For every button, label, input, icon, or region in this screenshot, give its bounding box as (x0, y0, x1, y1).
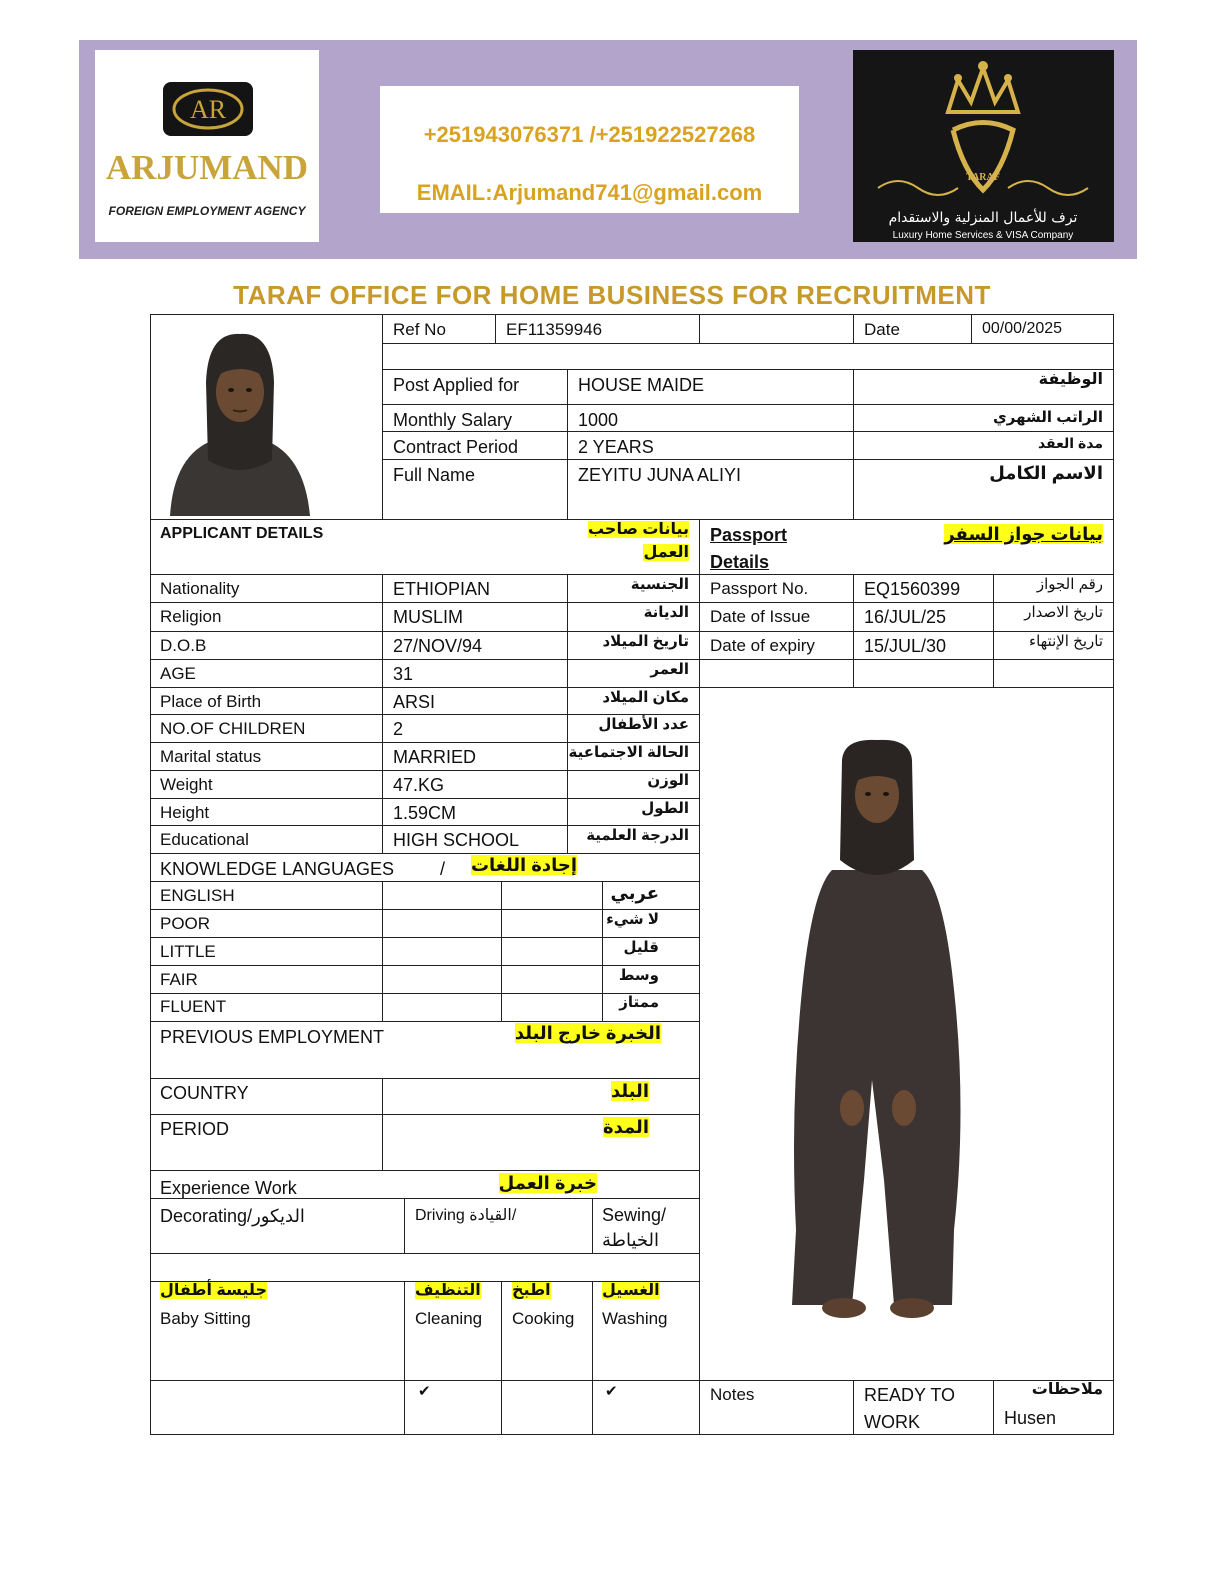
skill-arabic: الغسيل (602, 1282, 660, 1299)
table-rule (382, 459, 1114, 460)
skill-arabic: اطبخ (512, 1282, 551, 1299)
passport-heading-2: Details (710, 552, 770, 572)
applicant-value: MUSLIM (393, 607, 464, 627)
email-address: EMAIL:Arjumand741@gmail.com (416, 180, 763, 205)
table-rule (150, 1170, 700, 1171)
language-arabic: قليل (623, 939, 659, 956)
period-label: PERIOD (160, 1119, 230, 1139)
table-rule (495, 314, 496, 343)
passport-label: Date of Issue (710, 607, 811, 626)
ref-label: Ref No (393, 320, 446, 339)
contract-arabic: مدة العقد (1037, 435, 1103, 451)
svg-text:ترف للأعمال المنزلية والاستقدا: ترف للأعمال المنزلية والاستقدام (888, 210, 1078, 226)
applicant-arabic: الوزن (647, 772, 689, 789)
table-rule (853, 1380, 854, 1434)
phone-numbers: +251943076371 /+251922527268 (423, 122, 756, 147)
passport-value: 16/JUL/25 (864, 607, 947, 627)
post-arabic: الوظيفة (1038, 371, 1103, 388)
passport-value: 15/JUL/30 (864, 636, 947, 656)
table-rule (150, 1114, 700, 1115)
table-rule (382, 314, 383, 519)
language-arabic: وسط (618, 967, 659, 984)
decorating-label: Decorating/الديكور (160, 1206, 305, 1226)
passport-heading-arabic: بيانات جواز السفر (944, 524, 1103, 544)
applicant-value: HIGH SCHOOL (393, 830, 520, 850)
applicant-value: 1.59CM (393, 803, 457, 823)
language-label: POOR (160, 914, 211, 933)
passport-label: Date of expiry (710, 636, 815, 655)
passport-arabic: تاريخ الإنتهاء (1029, 633, 1103, 650)
contract-value: 2 YEARS (578, 437, 654, 457)
employment-heading: PREVIOUS EMPLOYMENT (160, 1027, 385, 1047)
table-rule (853, 369, 854, 519)
notes-value-1: READY TO (864, 1385, 956, 1405)
languages-slash: / (440, 859, 446, 879)
table-rule (150, 770, 700, 771)
applicant-value: ARSI (393, 692, 436, 712)
applicant-arabic: مكان الميلاد (602, 689, 689, 706)
svg-text:AR: AR (189, 95, 227, 124)
table-rule (150, 519, 1114, 520)
applicant-arabic: الطول (641, 800, 689, 817)
crown-icon (948, 61, 1018, 112)
table-rule (700, 659, 1114, 660)
table-rule (150, 798, 700, 799)
table-rule (699, 314, 700, 343)
applicant-arabic: عدد الأطفال (598, 716, 689, 733)
table-rule (150, 1380, 700, 1381)
table-rule (853, 574, 854, 687)
passport-value: EQ1560399 (864, 579, 961, 599)
table-rule (592, 1281, 593, 1434)
contract-label: Contract Period (393, 437, 519, 457)
table-rule (150, 993, 700, 994)
table-rule (853, 314, 854, 343)
applicant-label: Weight (160, 775, 213, 794)
table-rule (602, 881, 603, 1021)
table-rule (382, 431, 1114, 432)
table-rule (382, 369, 1114, 370)
skill-label: Cleaning (415, 1309, 483, 1328)
applicant-arabic: الحالة الاجتماعية (568, 744, 689, 761)
table-rule (150, 714, 700, 715)
table-rule (150, 631, 700, 632)
applicant-value: ETHIOPIAN (393, 579, 491, 599)
table-rule (700, 602, 1114, 603)
applicant-label: D.O.B (160, 636, 207, 655)
country-label: COUNTRY (160, 1083, 249, 1103)
applicant-value: MARRIED (393, 747, 477, 767)
skill-label: Cooking (512, 1309, 575, 1328)
period-arabic: المدة (602, 1117, 649, 1137)
applicant-arabic: العمر (650, 661, 689, 678)
languages-heading: KNOWLEDGE LANGUAGES (160, 859, 395, 879)
name-arabic: الاسم الكامل (989, 463, 1103, 483)
svg-text:Luxury Home Services & VISA Co: Luxury Home Services & VISA Company (892, 230, 1074, 241)
table-rule (150, 574, 700, 575)
table-rule (150, 602, 700, 603)
skill-label: Baby Sitting (160, 1309, 251, 1328)
table-rule (567, 369, 568, 519)
table-rule (150, 314, 151, 1434)
table-rule (150, 742, 700, 743)
applicant-heading-arabic-2: العمل (643, 544, 689, 561)
applicant-heading-arabic-1: بيانات صاحب (587, 521, 689, 538)
date-label: Date (864, 320, 900, 339)
svg-text:TARAF: TARAF (966, 172, 1000, 183)
table-rule (150, 1253, 700, 1254)
salary-arabic: الراتب الشهري (993, 409, 1103, 426)
passport-label: Passport No. (710, 579, 809, 598)
applicant-portrait-photo (160, 320, 318, 516)
post-label: Post Applied for (393, 375, 520, 395)
applicant-label: Marital status (160, 747, 262, 766)
table-rule (382, 881, 383, 1021)
table-rule (150, 825, 700, 826)
language-label: LITTLE (160, 942, 216, 961)
applicant-arabic: الديانة (643, 604, 689, 621)
applicant-label: Educational (160, 830, 249, 849)
table-rule (1113, 314, 1114, 1434)
agent-name: Husen (1004, 1408, 1057, 1428)
table-rule (567, 574, 568, 853)
applicant-fullbody-photo (772, 730, 982, 1330)
taraf-logo (853, 50, 1114, 242)
table-rule (382, 574, 383, 853)
country-arabic: البلد (610, 1081, 649, 1101)
applicant-arabic: الدرجة العلمية (586, 827, 689, 844)
language-label: FAIR (160, 970, 198, 989)
table-rule (592, 1198, 593, 1253)
applicant-label: Nationality (160, 579, 240, 598)
notes-arabic: ملاحظات (1031, 1381, 1103, 1398)
language-label: ENGLISH (160, 886, 235, 905)
applicant-label: NO.OF CHILDREN (160, 719, 306, 738)
salary-label: Monthly Salary (393, 410, 513, 430)
table-rule (404, 1198, 405, 1253)
table-rule (150, 1021, 700, 1022)
table-rule (150, 965, 700, 966)
table-rule (700, 687, 1114, 688)
table-rule (150, 1078, 700, 1079)
ar-monogram-icon (163, 82, 253, 136)
page-title: TARAF OFFICE FOR HOME BUSINESS FOR RECRUITMENT (233, 280, 991, 310)
passport-heading-1: Passport (710, 525, 788, 545)
employment-heading-arabic: الخبرة خارج البلد (514, 1023, 661, 1043)
applicant-heading: APPLICANT DETAILS (160, 525, 324, 542)
experience-heading-arabic: خبرة العمل (498, 1173, 597, 1193)
passport-arabic: رقم الجواز (1036, 576, 1103, 593)
table-rule (150, 909, 700, 910)
table-rule (150, 1198, 700, 1199)
table-rule (404, 1281, 405, 1434)
table-rule (150, 881, 700, 882)
name-label: Full Name (393, 465, 476, 485)
table-rule (699, 519, 700, 1434)
table-rule (501, 1281, 502, 1434)
table-rule (150, 853, 700, 854)
table-rule (971, 314, 972, 343)
table-rule (382, 343, 1114, 344)
sewing-label-2: الخياطة (602, 1230, 659, 1250)
applicant-label: Religion (160, 607, 222, 626)
post-value: HOUSE MAIDE (578, 375, 705, 395)
table-rule (150, 687, 700, 688)
notes-label: Notes (710, 1385, 755, 1404)
skill-label: Washing (602, 1309, 668, 1328)
table-rule (993, 1380, 994, 1434)
applicant-value: 31 (393, 664, 414, 684)
table-rule (993, 574, 994, 687)
applicant-label: AGE (160, 664, 196, 683)
languages-heading-arabic: إجادة اللغات (470, 855, 577, 875)
name-value: ZEYITU JUNA ALIYI (578, 465, 742, 485)
table-rule (382, 404, 1114, 405)
table-rule (501, 881, 502, 1021)
table-rule (700, 631, 1114, 632)
skill-arabic: جليسة أطفال (160, 1282, 267, 1299)
brand-subtitle: FOREIGN EMPLOYMENT AGENCY (108, 204, 306, 218)
ref-value: EF11359946 (506, 320, 603, 339)
table-rule (382, 1078, 383, 1170)
passport-arabic: تاريخ الاصدار (1024, 604, 1103, 621)
applicant-label: Place of Birth (160, 692, 262, 711)
applicant-value: 47.KG (393, 775, 445, 795)
language-arabic: لا شيء (606, 911, 659, 928)
applicant-value: 2 (393, 719, 404, 739)
language-arabic: ممتاز (619, 994, 659, 1011)
applicant-label: Height (160, 803, 210, 822)
language-label: FLUENT (160, 997, 227, 1016)
date-value: 00/00/2025 (982, 320, 1063, 337)
skill-arabic: التنظيف (415, 1282, 481, 1299)
notes-value-2: WORK (864, 1412, 920, 1432)
applicant-arabic: تاريخ الميلاد (602, 633, 689, 650)
table-rule (150, 659, 700, 660)
experience-heading: Experience Work (160, 1178, 297, 1198)
applicant-arabic: الجنسية (630, 576, 689, 593)
brand-name: ARJUMAND (105, 148, 309, 187)
language-arabic: عربي (610, 883, 659, 903)
table-rule (150, 1434, 1114, 1435)
table-rule (150, 314, 1114, 315)
applicant-value: 27/NOV/94 (393, 636, 483, 656)
salary-value: 1000 (578, 410, 619, 430)
table-rule (150, 937, 700, 938)
table-rule (700, 574, 1114, 575)
checkmark-icon: ✔ (605, 1383, 618, 1400)
driving-label: Driving /القيادة (415, 1207, 517, 1224)
checkmark-icon: ✔ (418, 1383, 431, 1400)
sewing-label-1: Sewing/ (602, 1205, 667, 1225)
